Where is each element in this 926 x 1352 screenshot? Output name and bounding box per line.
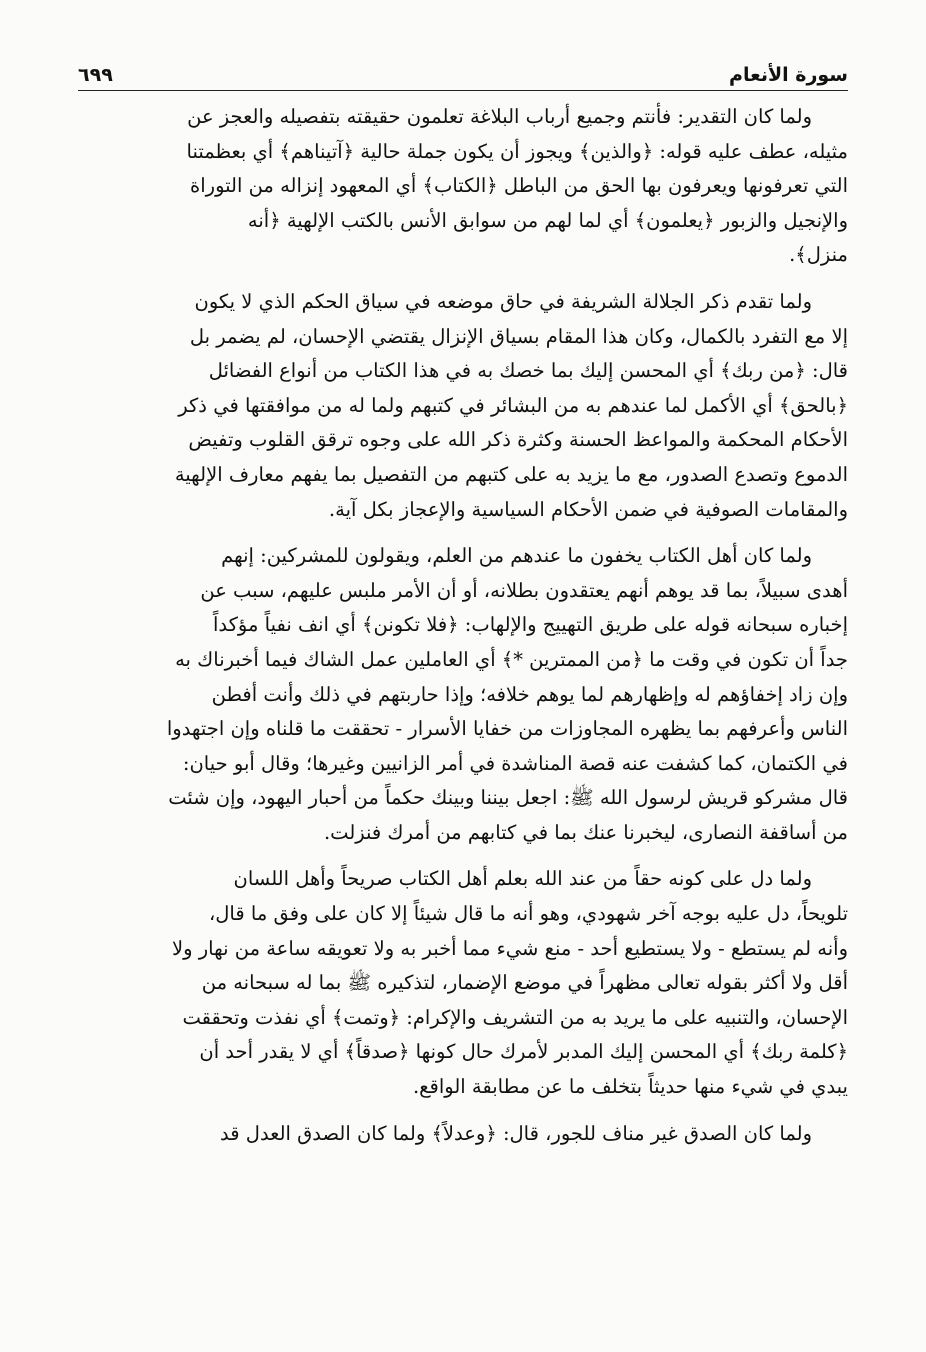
text-line: الدموع وتصدع الصدور، مع ما يزيد به على كتبهم من التفصيل بما يفهم معارف الإلهية bbox=[174, 462, 848, 486]
surah-title: سورة الأنعام bbox=[729, 64, 848, 86]
text-line: الإحسان، والتنبيه على ما يريد به من التشريف والإكرام: ﴿وتمت﴾ أي نفذت وتحققت bbox=[182, 1005, 848, 1029]
text-line: ﴿بالحق﴾ أي الأكمل لما عندهم به من البشائر في كتبهم ولما له من موافقتها في ذكر bbox=[178, 393, 848, 417]
text-line: ولما تقدم ذكر الجلالة الشريفة في حاق موضعه في سياق الحكم الذي لا يكون bbox=[194, 289, 812, 313]
text-line: قال مشركو قريش لرسول الله ﷺ: اجعل بيننا وبينك حكماً من أحبار اليهود، وإن شئت bbox=[168, 786, 848, 810]
paragraph bbox=[78, 539, 848, 850]
text-line: الناس وأعرفهم بما يظهره المجاوزات من خفايا الأسرار - تحققت ما قلناه وإن اجتهدوا bbox=[166, 717, 848, 741]
text-line: ولما دل على كونه حقاً من عند الله بعلم أهل الكتاب صريحاً وأهل اللسان bbox=[233, 867, 812, 891]
text-line: التي تعرفونها ويعرفون بها الحق من الباطل ﴿الكتاب﴾ أي المعهود إنزاله من التوراة bbox=[190, 174, 848, 198]
page-number: ٦٩٩ bbox=[78, 64, 113, 86]
text-line: وإن زاد إخفاؤهم له وإظهارهم لما يوهم خلافه؛ وإذا حاربتهم في ذلك وأنت أفطن bbox=[211, 682, 848, 706]
text-line: وأنه لم يستطع - ولا يستطيع أحد - منع شيء مما أخبر به ولا تعويقه ساعة من نهار ولا bbox=[172, 936, 848, 960]
text-line: ﴿كلمة ربك﴾ أي المحسن إليك المدبر لأمرك حال كونها ﴿صدقاً﴾ أي لا يقدر أحد أن bbox=[199, 1040, 848, 1064]
paragraph bbox=[78, 285, 848, 527]
text-line: تلويحاً، دل عليه بوجه آخر شهودي، وهو أنه ما قال شيئاً إلا كان على وفق ما قال، bbox=[208, 902, 848, 926]
text-line: مثيله، عطف عليه قوله: ﴿والذين﴾ ويجوز أن يكون جملة حالية ﴿آتيناهم﴾ أي بعظمتنا bbox=[186, 139, 848, 163]
paragraph bbox=[78, 862, 848, 1104]
text-line: يبدي في شيء منها حديثاً بتخلف ما عن مطابقة الواقع. bbox=[412, 1075, 848, 1099]
text-line: أهدى سبيلاً، بما قد يوهم أنهم يعتقدون بطلانه، أو أن الأمر ملبس عليهم، سبب عن bbox=[200, 578, 848, 602]
text-line: جداً أن تكون في وقت ما ﴿من الممترين *﴾ أي العاملين عمل الشاك فيما أخبرناك به bbox=[175, 647, 848, 671]
paragraph bbox=[78, 1117, 848, 1152]
paragraph bbox=[78, 100, 848, 273]
text-line: في الكتمان، كما كشفت عنه قصة المناشدة في أمر الزانيين وغيرها؛ وقال أبو حيان: bbox=[182, 751, 848, 775]
text-line: ولما كان التقدير: فأنتم وجميع أرباب البلاغة تعلمون حقيقته بتفصيله والعجز عن bbox=[187, 105, 812, 128]
text-line: ولما كان الصدق غير مناف للجور، قال: ﴿وعدلاً﴾ ولما كان الصدق العدل قد bbox=[220, 1121, 812, 1145]
text-line: إخباره سبحانه قوله على طريق التهييج والإلهاب: ﴿فلا تكونن﴾ أي انف نفياً مؤكداً bbox=[212, 613, 848, 637]
running-header bbox=[78, 56, 848, 91]
text-line: ولما كان أهل الكتاب يخفون ما عندهم من العلم، ويقولون للمشركين: إنهم bbox=[221, 544, 812, 568]
page-body bbox=[78, 100, 848, 1163]
text-line: أقل ولا أكثر بقوله تعالى مظهراً في موضع الإضمار، لتذكيره ﷺ بما له سبحانه من bbox=[201, 971, 848, 995]
text-line: الأحكام المحكمة والمواعظ الحسنة وكثرة ذكر الله على وجوه ترقق القلوب وتفيض bbox=[188, 428, 848, 452]
text-line: والإنجيل والزبور ﴿يعلمون﴾ أي لما لهم من سوابق الأنس بالكتب الإلهية ﴿أنه bbox=[247, 208, 848, 232]
text-line: من أساقفة النصارى، ليخبرنا عنك بما في كتابهم من أمرك فنزلت. bbox=[323, 820, 848, 844]
text-line: منزل﴾. bbox=[789, 243, 848, 267]
text-line: قال: ﴿من ربك﴾ أي المحسن إليك بما خصك به في هذا الكتاب من أنواع الفضائل bbox=[208, 359, 848, 383]
text-line: والمقامات الصوفية في ضمن الأحكام السياسية والإعجاز بكل آية. bbox=[328, 497, 848, 521]
text-line: إلا مع التفرد بالكمال، وكان هذا المقام بسياق الإنزال يقتضي الإحسان، لم يضمر بل bbox=[189, 324, 848, 348]
